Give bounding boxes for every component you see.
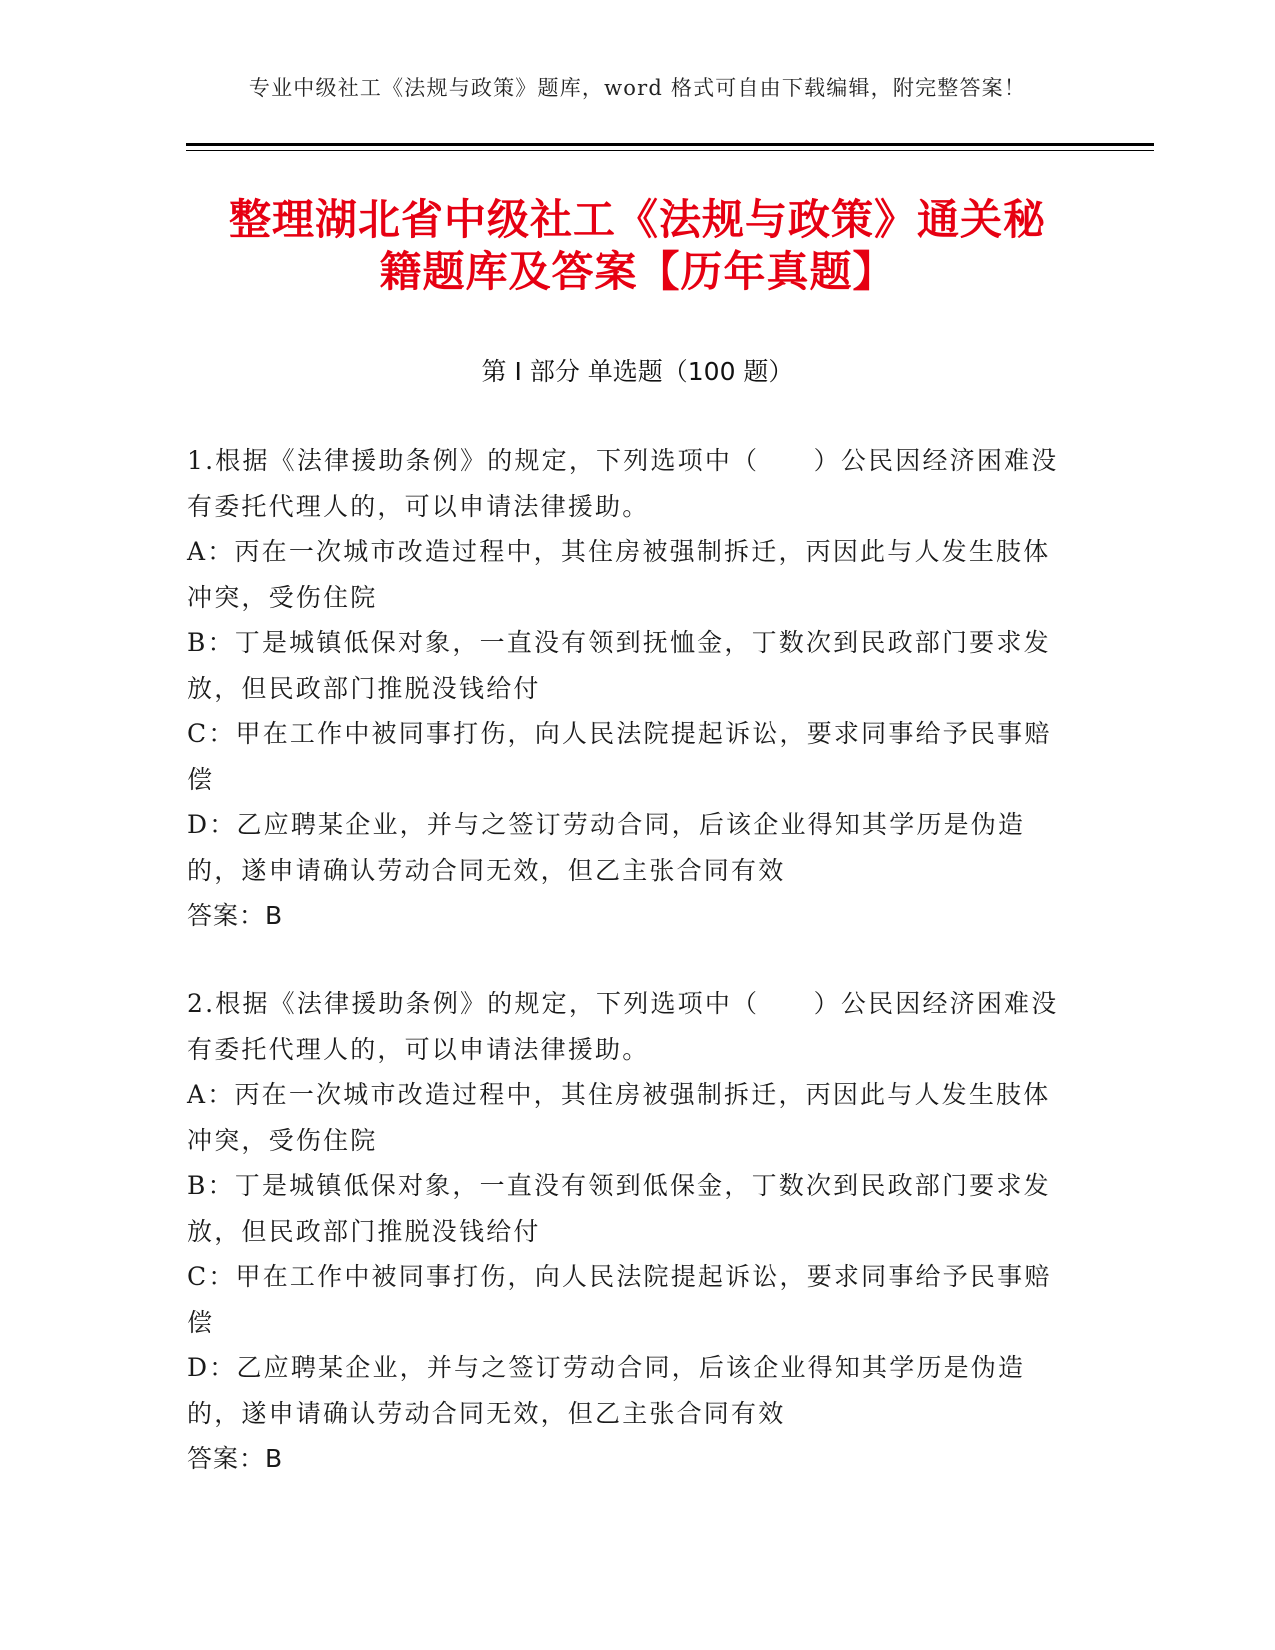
option-a: A：丙在一次城市改造过程中，其住房被强制拆迁，丙因此与人发生肢体冲突，受伤住院 (187, 1080, 1051, 1155)
document-title (170, 194, 1105, 298)
section-title: 第 I 部分 单选题（100 题） (481, 357, 794, 386)
question-stem: 1.根据《法律援助条例》的规定，下列选项中（ ）公民因经济困难没有委托代理人的，可以申请法律援助。 (187, 446, 1059, 521)
option-c: C：甲在工作中被同事打伤，向人民法院提起诉讼，要求同事给予民事赔偿 (187, 719, 1052, 794)
option-c: C：甲在工作中被同事打伤，向人民法院提起诉讼，要求同事给予民事赔偿 (187, 1262, 1052, 1337)
option-d: D：乙应聘某企业，并与之签订劳动合同，后该企业得知其学历是伪造的，遂申请确认劳动合同无效，但乙主张合同有效 (187, 810, 1026, 885)
question-2 (187, 981, 1075, 1482)
question-stem: 2.根据《法律援助条例》的规定，下列选项中（ ）公民因经济困难没有委托代理人的，可以申请法律援助。 (187, 989, 1059, 1064)
answer: 答案：B (187, 1444, 284, 1473)
question-1 (187, 438, 1075, 939)
option-b: B：丁是城镇低保对象，一直没有领到低保金，丁数次到民政部门要求发放，但民政部门推脱没钱给付 (187, 1171, 1051, 1246)
option-a: A：丙在一次城市改造过程中，其住房被强制拆迁，丙因此与人发生肢体冲突，受伤住院 (187, 537, 1051, 612)
document-title-line-2: 籍题库及答案【历年真题】 (379, 247, 896, 296)
header-rule-thin (186, 150, 1154, 151)
document-title-line-1: 整理湖北省中级社工《法规与政策》通关秘 (228, 195, 1046, 244)
header-note: 专业中级社工《法规与政策》题库，word 格式可自由下载编辑，附完整答案！ (248, 76, 1027, 100)
answer: 答案：B (187, 901, 284, 930)
option-d: D：乙应聘某企业，并与之签订劳动合同，后该企业得知其学历是伪造的，遂申请确认劳动合同无效，但乙主张合同有效 (187, 1353, 1026, 1428)
option-b: B：丁是城镇低保对象，一直没有领到抚恤金，丁数次到民政部门要求发放，但民政部门推脱没钱给付 (187, 628, 1051, 703)
header-rule-thick (186, 143, 1154, 146)
